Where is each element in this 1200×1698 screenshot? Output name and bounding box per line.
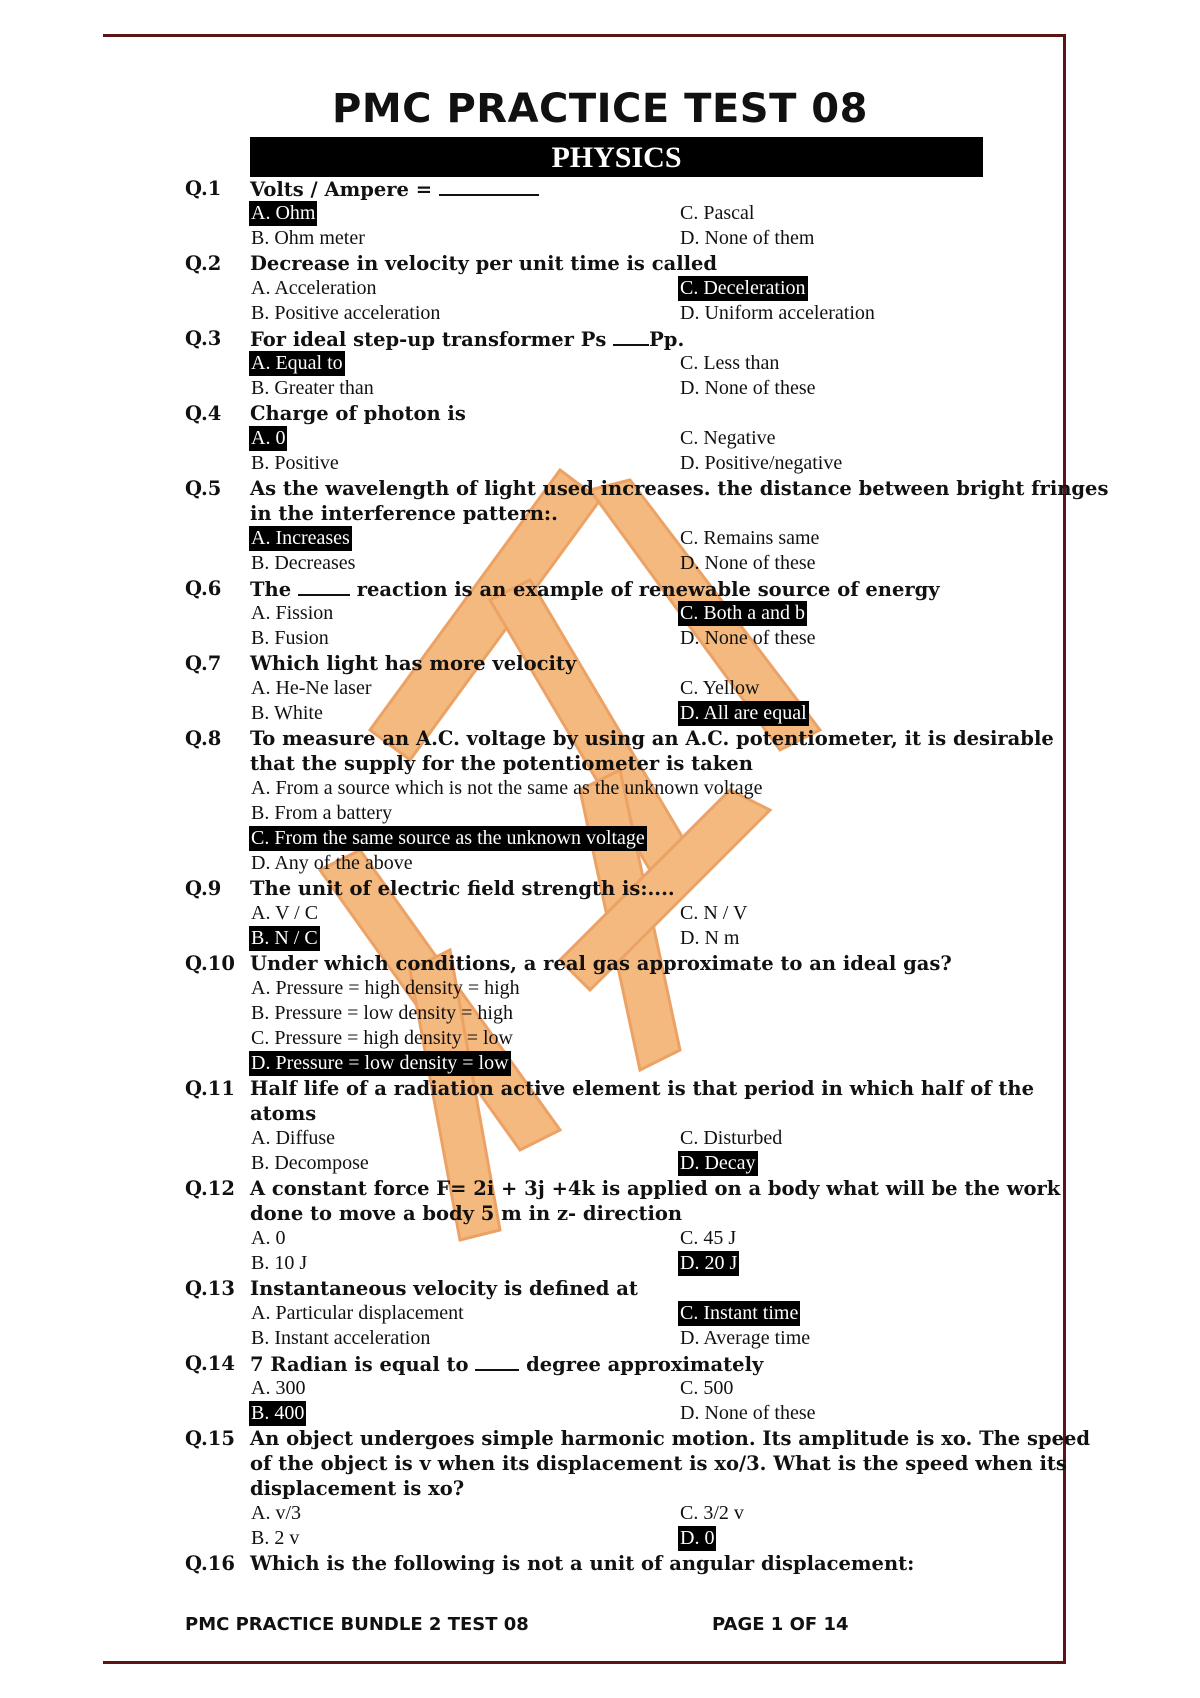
option-d: D. Any of the above — [251, 852, 413, 874]
option-d-correct: D. Decay — [680, 1152, 756, 1174]
question-text-cont: atoms — [250, 1102, 317, 1125]
question-text: Instantaneous velocity is defined at — [250, 1277, 638, 1300]
option-b: B. White — [251, 702, 323, 724]
option-b: B. Decreases — [251, 552, 356, 574]
page-title: PMC PRACTICE TEST 08 — [332, 86, 868, 132]
page-border-right — [1063, 34, 1066, 1664]
question-text: The reaction is an example of renewable source of energy — [250, 578, 940, 601]
question-number: Q.5 — [185, 477, 222, 500]
option-b: B. 10 J — [251, 1252, 308, 1274]
option-a: A. 300 — [251, 1377, 306, 1399]
question-number: Q.14 — [185, 1352, 235, 1375]
option-a-correct: A. Increases — [251, 527, 350, 549]
option-b: B. Decompose — [251, 1152, 369, 1174]
question-text-cont: that the supply for the potentiometer is taken — [250, 752, 753, 775]
option-a: A. Particular displacement — [251, 1302, 464, 1324]
option-d-correct: D. 20 J — [680, 1252, 738, 1274]
option-c-correct: C. Deceleration — [680, 277, 806, 299]
option-d-correct: D. All are equal — [680, 702, 807, 724]
option-c: C. N / V — [680, 902, 748, 924]
option-a: A. He-Ne laser — [251, 677, 372, 699]
option-c: C. Negative — [680, 427, 776, 449]
option-b: B. Fusion — [251, 627, 329, 649]
question-number: Q.10 — [185, 952, 235, 975]
option-a: A. Pressure = high density = high — [251, 977, 520, 999]
option-a: A. Diffuse — [251, 1127, 336, 1149]
option-c: C. Pressure = high density = low — [251, 1027, 513, 1049]
option-a: A. Acceleration — [251, 277, 377, 299]
option-c-correct: C. Instant time — [680, 1302, 799, 1324]
question-text: The unit of electric field strength is:.... — [250, 877, 675, 900]
question-text: A constant force F= 2i + 3j +4k is applied on a body what will be the work — [250, 1177, 1061, 1200]
option-b: B. Positive acceleration — [251, 302, 441, 324]
question-text: An object undergoes simple harmonic motion. Its amplitude is xo. The speed — [250, 1427, 1091, 1450]
option-a: A. From a source which is not the same as the unknown voltage — [251, 777, 763, 799]
option-c: C. 45 J — [680, 1227, 737, 1249]
question-number: Q.2 — [185, 252, 222, 275]
question-number: Q.3 — [185, 327, 222, 350]
option-d-correct: D. Pressure = low density = low — [251, 1052, 509, 1074]
page-border-bottom — [103, 1661, 1065, 1664]
question-text: To measure an A.C. voltage by using an A.C. potentiometer, it is desirable — [250, 727, 1054, 750]
option-c: C. 500 — [680, 1377, 734, 1399]
option-d: D. None of these — [680, 1402, 816, 1424]
footer-page-number: PAGE 1 OF 14 — [712, 1614, 849, 1635]
section-banner: PHYSICS — [250, 137, 983, 177]
option-b: B. Ohm meter — [251, 227, 365, 249]
question-number: Q.8 — [185, 727, 222, 750]
option-b: B. 2 v — [251, 1527, 300, 1549]
option-d: D. Uniform acceleration — [680, 302, 875, 324]
question-number: Q.4 — [185, 402, 222, 425]
option-d-correct: D. 0 — [680, 1527, 715, 1549]
question-number: Q.7 — [185, 652, 222, 675]
question-text: 7 Radian is equal to degree approximately — [250, 1353, 764, 1376]
question-text: Decrease in velocity per unit time is called — [250, 252, 718, 275]
option-a: A. 0 — [251, 1227, 286, 1249]
option-d: D. Average time — [680, 1327, 811, 1349]
question-text: As the wavelength of light used increases. the distance between bright fringes — [250, 477, 1109, 500]
page-border-top — [103, 34, 1065, 37]
question-text: Charge of photon is — [250, 402, 466, 425]
option-c: C. Disturbed — [680, 1127, 783, 1149]
option-b: B. From a battery — [251, 802, 393, 824]
question-text-cont: done to move a body 5 m in z- direction — [250, 1202, 683, 1225]
question-number: Q.6 — [185, 577, 222, 600]
option-d: D. None of these — [680, 627, 816, 649]
option-b-correct: B. 400 — [251, 1402, 305, 1424]
option-b: B. Instant acceleration — [251, 1327, 431, 1349]
question-text-cont: displacement is xo? — [250, 1477, 465, 1500]
option-b: B. Greater than — [251, 377, 374, 399]
option-b: B. Positive — [251, 452, 339, 474]
question-text: For ideal step-up transformer Ps Pp. — [250, 328, 685, 351]
question-number: Q.1 — [185, 177, 222, 200]
option-c: C. Less than — [680, 352, 780, 374]
question-number: Q.16 — [185, 1552, 235, 1575]
option-a: A. Fission — [251, 602, 334, 624]
option-c: C. Pascal — [680, 202, 755, 224]
question-text-cont: in the interference pattern:. — [250, 502, 558, 525]
option-a: A. V / C — [251, 902, 319, 924]
question-text-cont: of the object is v when its displacement is xo/3. What is the speed when its — [250, 1452, 1067, 1475]
option-a-correct: A. Equal to — [251, 352, 343, 374]
option-c: C. Yellow — [680, 677, 760, 699]
question-text: Which is the following is not a unit of angular displacement: — [250, 1552, 915, 1575]
question-text: Which light has more velocity — [250, 652, 577, 675]
question-text: Volts / Ampere = — [250, 176, 539, 202]
option-a: A. v/3 — [251, 1502, 301, 1524]
option-d: D. None of these — [680, 552, 816, 574]
option-d: D. Positive/negative — [680, 452, 843, 474]
question-text: Under which conditions, a real gas approximate to an ideal gas? — [250, 952, 952, 975]
option-c-correct: C. From the same source as the unknown voltage — [251, 827, 645, 849]
option-c: C. 3/2 v — [680, 1502, 744, 1524]
option-c-correct: C. Both a and b — [680, 602, 805, 624]
question-number: Q.15 — [185, 1427, 235, 1450]
footer-bundle-label: PMC PRACTICE BUNDLE 2 TEST 08 — [185, 1614, 529, 1635]
question-number: Q.13 — [185, 1277, 235, 1300]
option-b-correct: B. N / C — [251, 927, 318, 949]
question-number: Q.9 — [185, 877, 222, 900]
option-b: B. Pressure = low density = high — [251, 1002, 513, 1024]
question-number: Q.12 — [185, 1177, 235, 1200]
option-a-correct: A. 0 — [251, 427, 286, 449]
option-d: D. N m — [680, 927, 740, 949]
option-a-correct: A. Ohm — [251, 202, 316, 224]
option-c: C. Remains same — [680, 527, 820, 549]
question-text: Half life of a radiation active element is that period in which half of the — [250, 1077, 1035, 1100]
option-d: D. None of them — [680, 227, 815, 249]
option-d: D. None of these — [680, 377, 816, 399]
question-number: Q.11 — [185, 1077, 235, 1100]
